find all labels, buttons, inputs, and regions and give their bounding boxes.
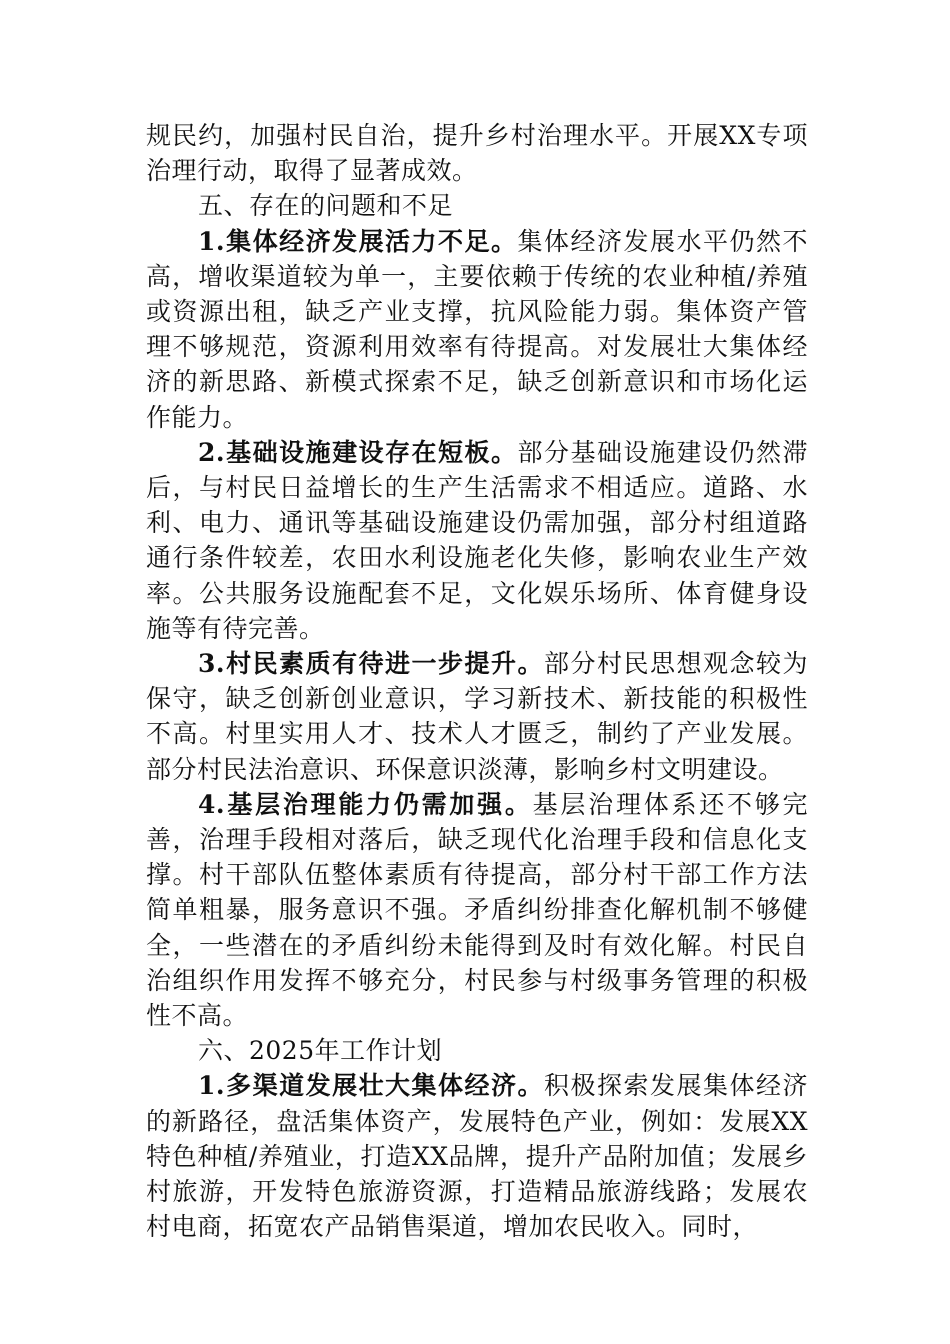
document-page (146, 118, 808, 1245)
problem-title-2: 2.基础设施建设存在短板。 (198, 437, 518, 467)
continuation-paragraph: 规民约，加强村民自治，提升乡村治理水平。开展XX专项治理行动，取得了显著成效。 (146, 121, 808, 186)
problem-body-3: 部分村民思想观念较为保守，缺乏创新创业意识，学习新技术、新技能的积极性不高。村里实用人才、技术人才匮乏，制约了产业发展。部分村民法治意识、环保意识淡薄，影响乡村文明建设。 (146, 649, 808, 784)
problem-body-1: 集体经济发展水平仍然不高，增收渠道较为单一，主要依赖于传统的农业种植/养殖或资源出租，缺乏产业支撑，抗风险能力弱。集体资产管理不够规范，资源利用效率有待提高。对发展壮大集体经济的新思路、新模式探索不足，缺乏创新意识和市场化运作能力。 (146, 226, 808, 432)
problem-paragraph-1 (146, 224, 808, 435)
problem-paragraph-4 (146, 787, 808, 1033)
problem-paragraph-2 (146, 435, 808, 646)
problem-title-1: 1.集体经济发展活力不足。 (198, 226, 518, 256)
problem-title-4: 4.基层治理能力仍需加强。 (198, 789, 533, 819)
problem-title-3: 3.村民素质有待进一步提升。 (198, 649, 545, 679)
section-heading-plan: 六、2025年工作计划 (198, 1036, 443, 1066)
problem-body-4: 基层治理体系还不够完善，治理手段相对落后，缺乏现代化治理手段和信息化支撑。村干部队伍整体素质有待提高，部分村干部工作方法简单粗暴，服务意识不强。矛盾纠纷排查化解机制不够健全，一些潜在的矛盾纠纷未能得到及时有效化解。村民自治组织作用发挥不够充分，村民参与村级事务管理的积极性不高。 (146, 789, 808, 1031)
plan-title-1: 1.多渠道发展壮大集体经济。 (198, 1071, 545, 1101)
section-heading-problems: 五、存在的问题和不足 (198, 191, 454, 221)
plan-paragraph-1 (146, 1068, 808, 1244)
plan-body-1: 积极探索发展集体经济的新路径，盘活集体资产，发展特色产业，例如：发展XX特色种植/养殖业，打造XX品牌，提升产品附加值；发展乡村旅游，开发特色旅游资源，打造精品旅游线路；发展农村电商，拓宽农产品销售渠道，增加农民收入。同时， (146, 1071, 808, 1242)
problem-body-2: 部分基础设施建设仍然滞后，与村民日益增长的生产生活需求不相适应。道路、水利、电力、通讯等基础设施建设仍需加强，部分村组道路通行条件较差，农田水利设施老化失修，影响农业生产效率。公共服务设施配套不足，文化娱乐场所、体育健身设施等有待完善。 (146, 437, 808, 643)
problem-paragraph-3 (146, 646, 808, 787)
